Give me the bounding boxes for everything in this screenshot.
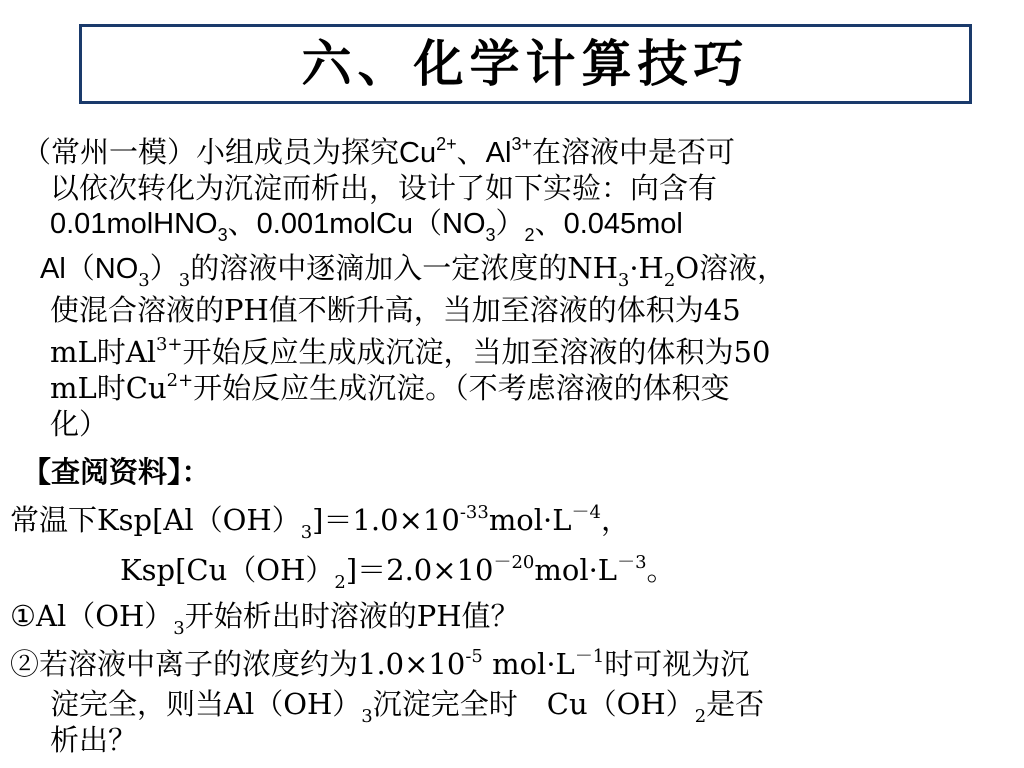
- question-2-line-1: ②若溶液中离子的浓度约为$1.0\times 10^{-5}$ $mol\cdot L^{-1}$时可视为沉: [10, 646, 750, 681]
- ksp-al-line: 常温下$Ksp[Al(OH)_3]=1.0\times 10^{-33}mol\cdot L^{-4}$，: [10, 502, 630, 543]
- problem-line-1: （常州一模）小组成员为探究$Cu^{2+}$、$Al^{3+}$在溶液中是否可: [22, 134, 735, 169]
- problem-line-8: 化）: [50, 407, 109, 441]
- problem-line-5: 使混合溶液的PH值不断升高，当加至溶液的体积为45: [50, 293, 741, 327]
- question-1: $①Al(OH)_3$开始析出时溶液的PH值？: [10, 599, 520, 639]
- reference-heading: 【查阅资料】：: [22, 455, 211, 489]
- problem-line-7: mL时$Cu^{2+}$开始反应生成沉淀。（不考虑溶液的体积变: [50, 370, 730, 405]
- problem-line-3: 0.01molHNO$_3$、$0.001molCu(NO_3)_2$、0.045mol: [50, 208, 683, 245]
- question-2-line-2: 淀完全，则当$Al(OH)_3$沉淀完全时 $Cu(OH)_2$是否: [50, 687, 765, 727]
- ksp-cu-line: $Ksp[Cu(OH)_2]=2.0\times 10^{-20}mol\cdot L^{-3}$。: [120, 552, 676, 593]
- question-2-line-3: 析出？: [50, 723, 138, 757]
- problem-line-4: $Al(NO_3)_3$的溶液中逐滴加入一定浓度的$NH_3\cdot H_2O$溶液，: [40, 251, 787, 291]
- slide-title: 六、化学计算技巧: [301, 35, 750, 93]
- problem-line-2: 以依次转化为沉淀而析出，设计了如下实验：向含有: [50, 171, 718, 205]
- slide-title-box: [79, 24, 972, 104]
- problem-line-6: mL时$Al^{3+}$开始反应生成成沉淀，当加至溶液的体积为50: [50, 334, 771, 369]
